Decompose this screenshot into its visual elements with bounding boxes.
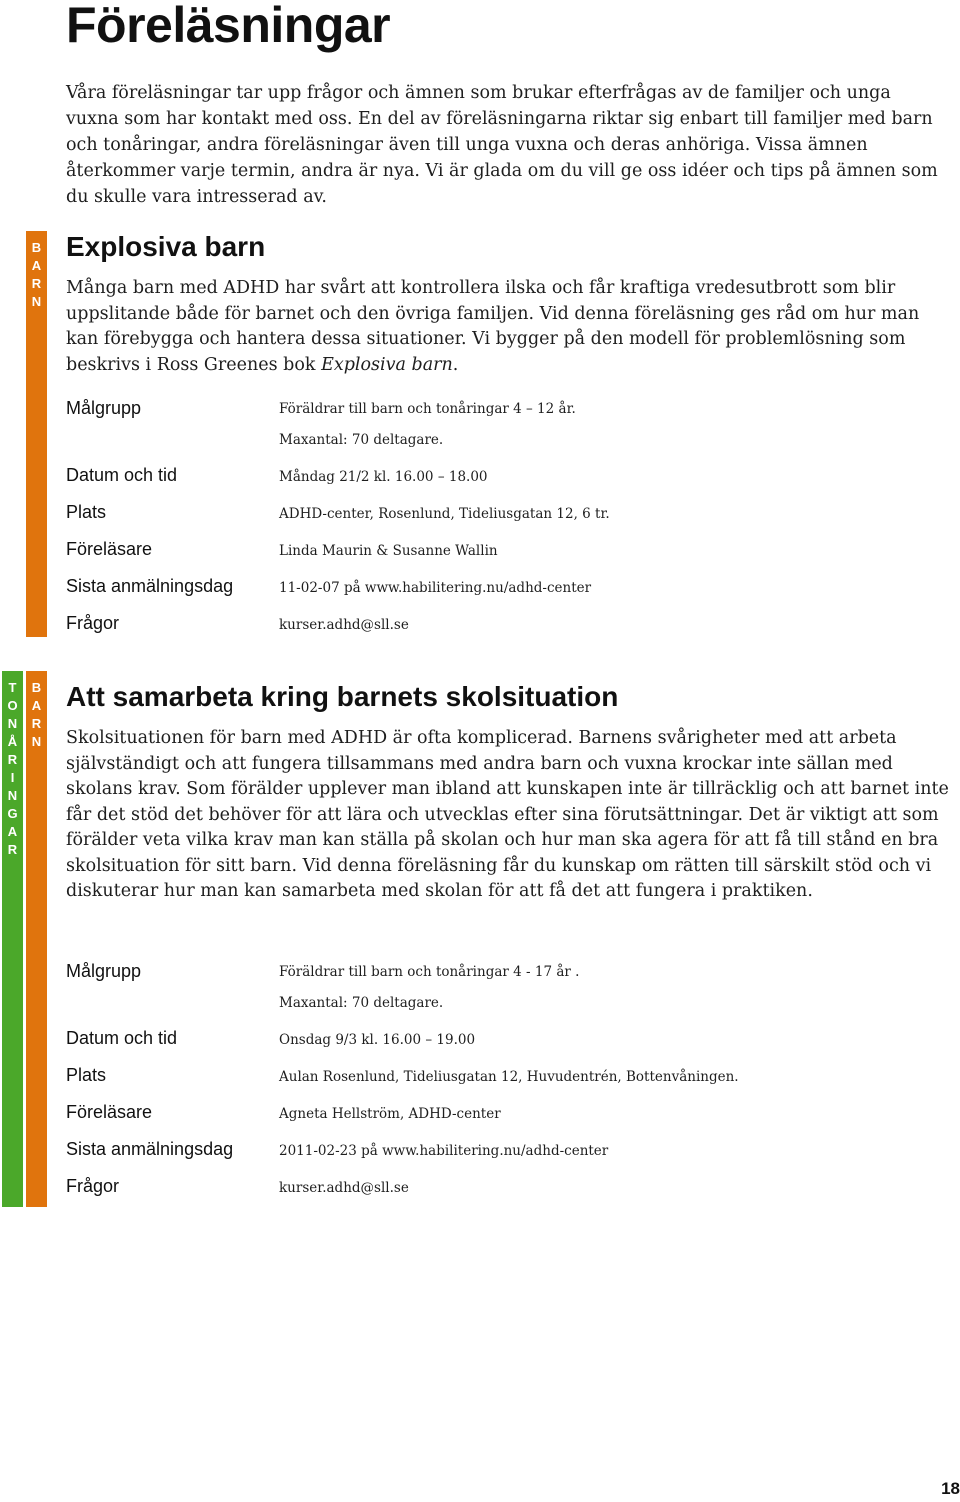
- lecture-description-text: Många barn med ADHD har svårt att kontrollera ilska och får kraftiga vredesutbrott som blir uppslitande både för barnet och den övriga familjen. Vid denna föreläsning ges råd om hur man kan förebygga och hantera dessa situationer. Vi bygger på den modell för problemlösning som beskrivs i Ross Greenes bok: [66, 278, 920, 375]
- location-value: ADHD-center, Rosenlund, Tideliusgatan 12, 6 tr.: [279, 506, 610, 522]
- lecture-description-end: .: [452, 354, 459, 375]
- lecturer-value: Linda Maurin & Susanne Wallin: [279, 543, 498, 559]
- target-group-label: Målgrupp: [66, 961, 142, 981]
- questions-email: kurser.adhd@sll.se: [279, 1180, 409, 1196]
- location-label: Plats: [66, 1065, 107, 1085]
- lecture-heading: Explosiva barn: [66, 231, 266, 262]
- lecture-description: [66, 276, 951, 378]
- category-bar-barn: [26, 231, 47, 637]
- questions-label: Frågor: [66, 613, 120, 633]
- location-value: Aulan Rosenlund, Tideliusgatan 12, Huvudentrén, Bottenvåningen.: [279, 1069, 739, 1085]
- category-label-barn: BARN: [29, 240, 44, 312]
- max-participants-value: Maxantal: 70 deltagare.: [279, 995, 444, 1011]
- date-time-value: Måndag 21/2 kl. 16.00 – 18.00: [279, 469, 488, 485]
- target-group-value: Föräldrar till barn och tonåringar 4 - 17 år .: [279, 964, 580, 980]
- date-time-label: Datum och tid: [66, 1028, 178, 1048]
- registration-deadline-value: 11-02-07 på www.habilitering.nu/adhd-center: [279, 580, 592, 596]
- location-label: Plats: [66, 502, 107, 522]
- lecturer-label: Föreläsare: [66, 1102, 153, 1122]
- lecturer-label: Föreläsare: [66, 539, 153, 559]
- registration-deadline-label: Sista anmälningsdag: [66, 576, 234, 596]
- lecture-heading: Att samarbeta kring barnets skolsituation: [66, 681, 619, 712]
- target-group-label: Målgrupp: [66, 398, 142, 418]
- lecturer-value: Agneta Hellström, ADHD-center: [279, 1106, 501, 1122]
- questions-label: Frågor: [66, 1176, 120, 1196]
- registration-deadline-value: 2011-02-23 på www.habilitering.nu/adhd-center: [279, 1143, 609, 1159]
- date-time-value: Onsdag 9/3 kl. 16.00 – 19.00: [279, 1032, 476, 1048]
- book-title: Explosiva barn: [321, 354, 453, 375]
- date-time-label: Datum och tid: [66, 465, 178, 485]
- registration-deadline-label: Sista anmälningsdag: [66, 1139, 234, 1159]
- page-number: 18: [941, 1479, 960, 1498]
- lecture-description: Skolsituationen för barn med ADHD är ofta komplicerad. Barnens svårigheter med att arbeta självständigt och att fungera tillsammans med andra barn och vuxna krockar inte sällan med skolans krav. Som förälder upplever man ibland att kunskapen inte är tillräcklig och att barnet inte får det stöd det behöver för att lära och utvecklas efter sina förutsättningar. Det är viktigt att som förälder veta vilka krav man kan ställa på skolan och hur man ska agera för att få till stånd en bra skolsituation för sitt barn. Vid denna föreläsning får du kunskap om rätten till särskilt stöd och vi diskuterar hur man kan samarbeta med skolan för att få det att fungera i praktiken.: [66, 728, 949, 901]
- category-label-barn: BARN: [29, 680, 44, 752]
- max-participants-value: Maxantal: 70 deltagare.: [279, 432, 444, 448]
- questions-email: kurser.adhd@sll.se: [279, 617, 409, 633]
- intro-paragraph: Våra föreläsningar tar upp frågor och ämnen som brukar efterfrågas av de familjer och unga vuxna som har kontakt med oss. En del av föreläsningarna riktar sig enbart till familjer med barn och tonåringar, andra föreläsningar även till unga vuxna och deras anhöriga. Vissa ämnen återkommer varje termin, andra är nya. Vi är glada om du vill ge oss idéer och tips på ämnen som du skulle vara intresserad av.: [66, 83, 938, 207]
- category-bar-tonaringar: [2, 671, 23, 1207]
- category-bar-barn: [26, 671, 47, 1207]
- target-group-value: Föräldrar till barn och tonåringar 4 – 12 år.: [279, 401, 576, 417]
- category-label-tonaringar: TONÅRINGAR: [5, 680, 20, 860]
- page-title: Föreläsningar: [66, 0, 391, 53]
